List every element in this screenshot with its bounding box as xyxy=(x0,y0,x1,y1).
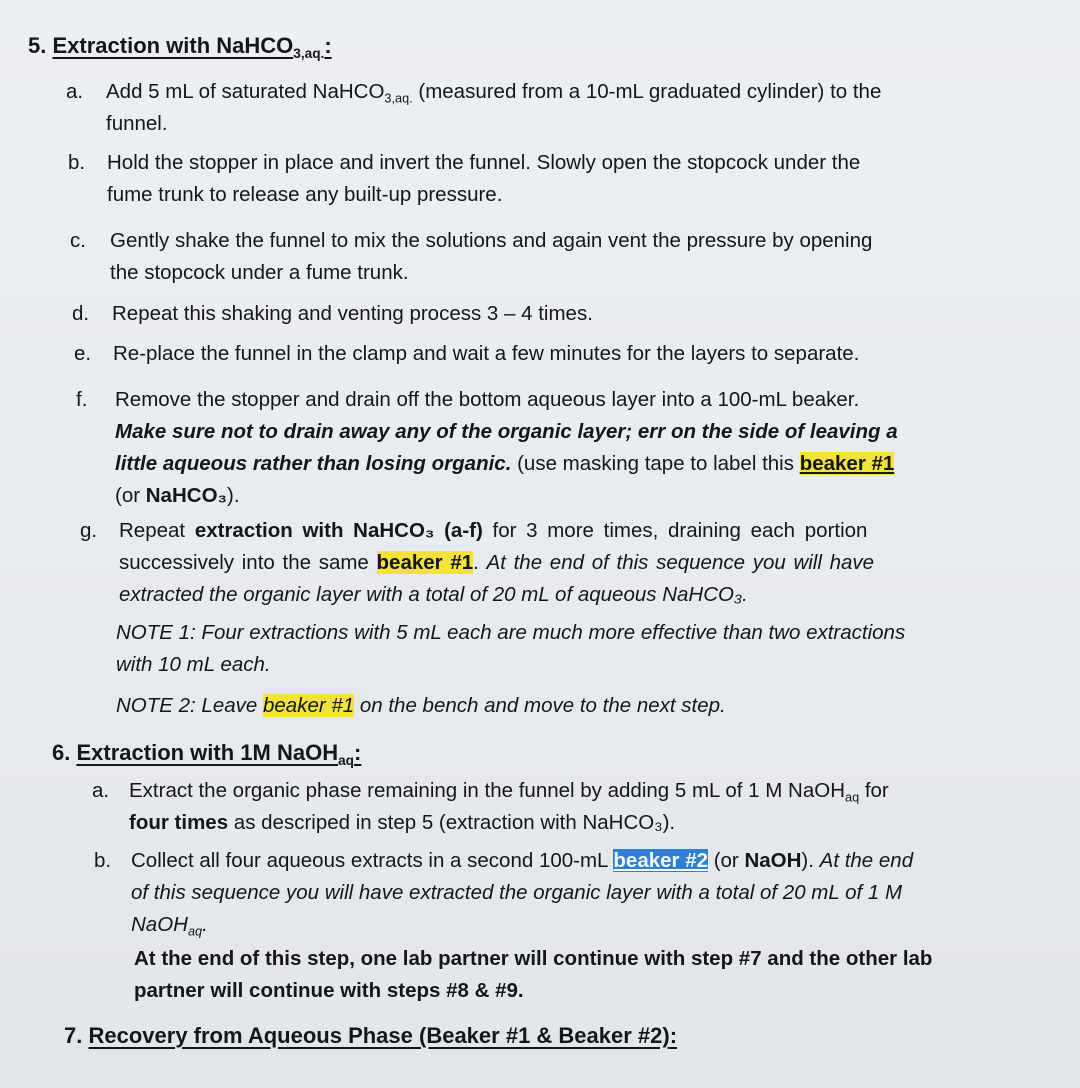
step-6b-line-2: of this sequence you will have extracted the organic layer with a total of 20 mL of 1 M xyxy=(131,881,903,904)
step-label: b. xyxy=(94,849,112,872)
step-5f-line-1: Remove the stopper and drain off the bottom aqueous layer into a 100-mL beaker. xyxy=(115,388,860,411)
section-7-title: Recovery from Aqueous Phase (Beaker #1 & Beaker #2): xyxy=(88,1023,678,1048)
step-label: g. xyxy=(80,519,98,542)
step-label: d. xyxy=(72,302,90,325)
section-7-number: 7. xyxy=(64,1023,83,1048)
beaker-1-highlight: beaker #1 xyxy=(799,452,895,475)
step-5a-line-2: funnel. xyxy=(106,112,168,135)
step-5g-line-1: Repeat extraction with NaHCO₃ (a-f) for 3 more times, draining each portion xyxy=(119,519,868,542)
step-5b-line-2: fume trunk to release any built-up pressure. xyxy=(107,183,503,206)
step-5a-line-1: Add 5 mL of saturated NaHCO$_{3,aq.}$ (measured from a 10-mL graduated cylinder) to the xyxy=(106,80,882,106)
step-label: e. xyxy=(74,342,92,365)
step-5c-line-2: the stopcock under a fume trunk. xyxy=(110,261,409,284)
step-label: f. xyxy=(76,388,88,411)
note-1-line-2: with 10 mL each. xyxy=(116,653,271,676)
step-5b-line-1: Hold the stopper in place and invert the funnel. Slowly open the stopcock under the xyxy=(107,151,861,174)
section-6-title: Extraction with 1M NaOH$_{aq}$: xyxy=(76,740,362,768)
step-label: b. xyxy=(68,151,86,174)
step-6-note-line-1: At the end of this step, one lab partner will continue with step #7 and the other lab xyxy=(134,947,933,970)
step-6b-line-3: NaOH$_{aq}$. xyxy=(131,913,208,939)
section-5-heading xyxy=(28,30,332,62)
section-6-heading xyxy=(52,737,361,769)
step-6b-line-1: Collect all four aqueous extracts in a second 100-mL beaker #2 (or NaOH). At the end xyxy=(131,849,914,872)
step-5f-line-4: (or NaHCO₃). xyxy=(115,484,240,507)
section-6-number: 6. xyxy=(52,740,71,765)
step-5e-text: Re-place the funnel in the clamp and wait a few minutes for the layers to separate. xyxy=(113,342,860,365)
note-2: NOTE 2: Leave beaker #1 on the bench and move to the next step. xyxy=(116,694,726,717)
section-5-title: Extraction with NaHCO$_{3,aq.}$: xyxy=(52,33,332,61)
step-5c-line-1: Gently shake the funnel to mix the solutions and again vent the pressure by opening xyxy=(110,229,873,252)
step-5g-line-3: extracted the organic layer with a total of 20 mL of aqueous NaHCO₃. xyxy=(119,583,748,606)
beaker-2-highlight: beaker #2 xyxy=(613,849,708,872)
section-7-heading xyxy=(64,1020,677,1052)
note-1-line-1: NOTE 1: Four extractions with 5 mL each are much more effective than two extractions xyxy=(116,621,906,644)
step-5d-text: Repeat this shaking and venting process 3 – 4 times. xyxy=(112,302,593,325)
beaker-1-highlight: beaker #1 xyxy=(262,694,355,717)
step-label: a. xyxy=(92,779,110,802)
step-6-note xyxy=(134,943,932,1007)
step-5f-line-2: Make sure not to drain away any of the organic layer; err on the side of leaving a xyxy=(115,420,898,443)
step-6a-line-2: four times as descriped in step 5 (extraction with NaHCO₃). xyxy=(129,811,676,834)
step-5f-line-3: little aqueous rather than losing organic. (use masking tape to label this beaker #1 xyxy=(115,452,895,475)
step-5g-line-2: successively into the same beaker #1. At the end of this sequence you will have xyxy=(119,551,875,574)
step-6-note-line-2: partner will continue with steps #8 & #9. xyxy=(134,979,524,1002)
step-6a-line-1: Extract the organic phase remaining in the funnel by adding 5 mL of 1 M NaOH$_{aq}$ for xyxy=(129,779,889,805)
section-5-number: 5. xyxy=(28,33,47,58)
step-label: c. xyxy=(70,229,86,252)
beaker-1-highlight: beaker #1 xyxy=(376,551,474,574)
note-1 xyxy=(116,617,905,681)
step-label: a. xyxy=(66,80,84,103)
